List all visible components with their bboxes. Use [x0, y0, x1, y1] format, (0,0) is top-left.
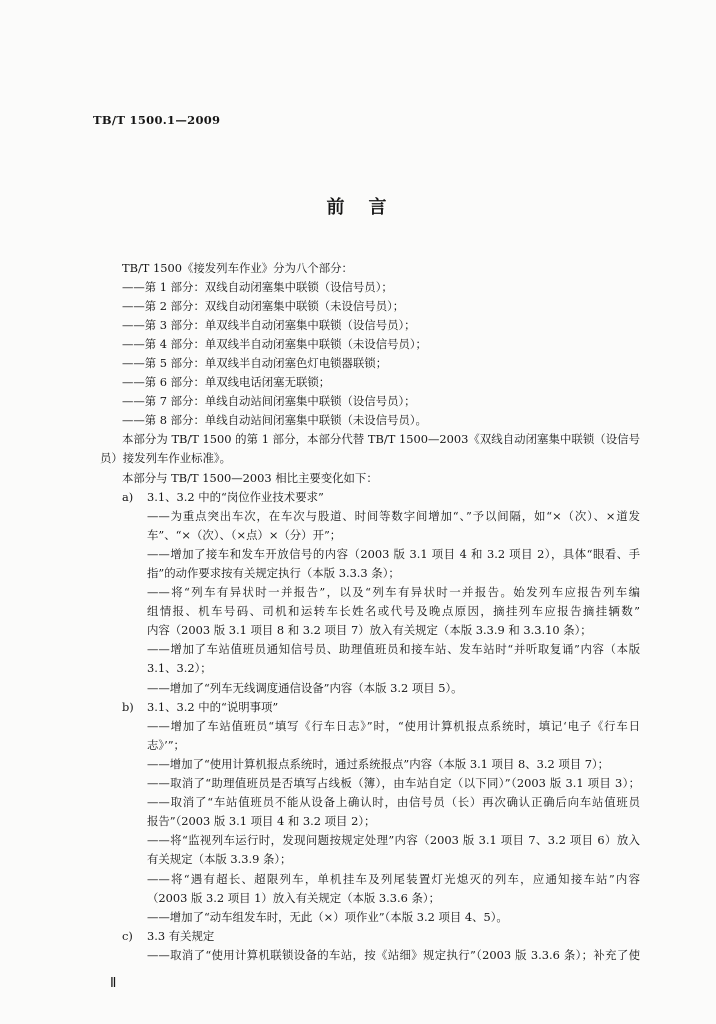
change-b-heading-row [100, 698, 640, 717]
change-b-item-4-line-1: ——取消了“车站值班员不能从设备上确认时，由信号员（长）再次确认正确后向车站值班员 [147, 795, 640, 810]
change-a-item-2-line-2: 指”的动作要求按有关规定执行（本版 3.3.3 条）； [147, 566, 400, 580]
change-a-item-5-line-1: ——增加了“列车无线调度通信设备”内容（本版 3.2 项目 5）。 [147, 680, 463, 695]
change-b-item-6-line-2: （2003 版 3.2 项目 1）放入有关规定（本版 3.3.6 条）； [147, 890, 440, 905]
change-b-item-3-line-1: ——取消了“助理值班员是否填写占线板（簿），由车站自定（以下同）”（2003 版 3.1 项目 3）； [147, 776, 640, 791]
foreword-body [100, 259, 640, 965]
changes-intro: 本部分与 TB/T 1500—2003 相比主要变化如下： [122, 470, 378, 485]
change-b-heading: 3.1、3.2 中的“说明事项” [147, 699, 279, 714]
parts-intro: TB/T 1500《接发列车作业》分为八个部分： [122, 260, 353, 275]
change-b-item-2-line-1: ——增加了“使用计算机报点系统时，通过系统报点”内容（本版 3.1 项目 8、3.2 项目 7）； [147, 756, 610, 771]
change-b-item-5-line-1: ——将“监视列车运行时，发现问题按规定处理”内容（2003 版 3.1 项目 7、3.2 项目 6）放入 [147, 833, 640, 848]
part-item-5: ——第 5 部分：单双线半自动闭塞色灯电锁器联锁； [122, 355, 388, 370]
change-a-item-3-line-2: 组情报、机车号码、司机和运转车长姓名或代号及晚点原因，摘挂列车应报告摘挂辆数” [147, 604, 640, 619]
change-c-item-1-line-1: ——取消了“使用计算机联锁设备的车站，按《站细》规定执行”（2003 版 3.3.6 条）；补充了使 [147, 947, 640, 962]
replacement-statement-line-2: 员）接发列车作业标准》。 [100, 451, 231, 466]
part-item-2: ——第 2 部分：双线自动闭塞集中联锁（未设信号员）； [122, 298, 405, 313]
change-a-label: a) [122, 489, 134, 504]
part-item-4: ——第 4 部分：单双线半自动闭塞集中联锁（未设信号员）； [122, 336, 427, 351]
change-a-item-2-line-1: ——增加了接车和发车开放信号的内容（2003 版 3.1 项目 4 和 3.2 项目 2），具体“眼看、手 [147, 546, 640, 561]
replacement-statement-line-1: 本部分为 TB/T 1500 的第 1 部分，本部分代替 TB/T 1500—2003《双线自动闭塞集中联锁（设信号 [122, 432, 640, 447]
change-b-item-7-line-1: ——增加了“动车组发车时，无此（×）项作业”（本版 3.2 项目 4、5）。 [147, 909, 508, 924]
change-b-item-1-line-1: ——增加了车站值班员“填写《行车日志》”时，“使用计算机报点系统时，填记‘电子《行车日 [147, 718, 640, 733]
change-a-item-3-line-1: ——将“列车有异状时一并报告”，以及“列车有异状时一并报告。始发列车应报告列车编 [147, 585, 640, 600]
change-b-label: b) [122, 699, 134, 714]
part-item-7: ——第 7 部分：单线自动站间闭塞集中联锁（设信号员）； [122, 394, 416, 409]
change-b-item-1-line-2: 志》’”； [147, 737, 185, 752]
part-item-8: ——第 8 部分：单线自动站间闭塞集中联锁（未设信号员）。 [122, 413, 427, 428]
change-a-item-4-line-1: ——增加了车站值班员通知信号员、助理值班员和接车站、发车站时“并听取复诵”内容（本版 [147, 642, 640, 657]
change-b-item-5-line-2: 有关规定（本版 3.3.9 条）； [147, 852, 292, 867]
change-a-item-1-line-1: ——为重点突出车次，在车次与股道、时间等数字间增加“、”予以间隔，如“×（次）、×道发 [147, 508, 640, 523]
part-item-1: ——第 1 部分：双线自动闭塞集中联锁（设信号员）； [122, 279, 393, 294]
change-c-label: c) [122, 928, 133, 943]
change-b-item-4-line-2: 报告”（2003 版 3.1 项目 4 和 3.2 项目 2）； [147, 814, 376, 829]
change-a-item-3-line-3: 内容（2003 版 3.1 项目 8 和 3.2 项目 7）放入有关规定（本版 3.3.9 和 3.3.10 条）； [147, 623, 592, 638]
change-a-item-4-line-2: 3.1、3.2）； [147, 661, 212, 676]
standard-code-header: TB/T 1500.1—2009 [93, 113, 221, 127]
change-c-heading-row [100, 927, 640, 946]
change-b-item-6-line-1: ——将“遇有超长、超限列车，单机挂车及列尾装置灯光熄灭的列车，应通知接车站”内容 [147, 871, 640, 886]
change-a-item-1-line-2: 车”、“×（次）、（×点）×（分）开”； [147, 527, 342, 542]
part-item-6: ——第 6 部分：单双线电话闭塞无联锁； [122, 375, 331, 390]
part-item-3: ——第 3 部分：单双线半自动闭塞集中联锁（设信号员）； [122, 317, 416, 332]
page-number: Ⅱ [110, 976, 117, 991]
foreword-title: 前 言 [326, 197, 390, 218]
change-a-heading-row [100, 488, 640, 507]
change-c-heading: 3.3 有关规定 [147, 928, 215, 943]
change-a-heading: 3.1、3.2 中的“岗位作业技术要求” [147, 489, 324, 504]
